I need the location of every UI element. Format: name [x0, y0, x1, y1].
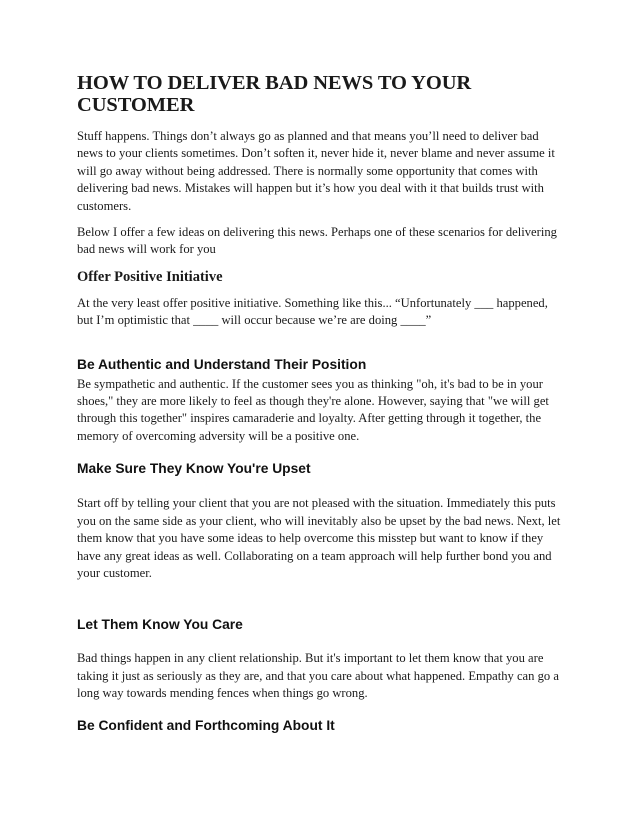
intro-paragraph-2: Below I offer a few ideas on delivering this news. Perhaps one of these scenarios for delivering bad news will work for you: [77, 225, 557, 257]
document-title: HOW TO DELIVER BAD NEWS TO YOUR CUSTOMER: [77, 72, 472, 116]
section-heading-upset: Make Sure They Know You're Upset: [77, 461, 311, 477]
section-body-upset: Start off by telling your client that you are not pleased with the situation. Immediately this puts you on the same side as your client, who will inevitably also be upset by the bad news. Next, let them know that you have some ideas to help overcome this misstep but want to know if they have any great ideas as well. Collaborating on a team approach will help further bond you and your customer.: [77, 496, 561, 580]
section-body-positive-initiative: At the very least offer positive initiative. Something like this... “Unfortunately ___ happened, but I’m optimistic that ____ will occur because we’re are doing ____”: [77, 295, 548, 328]
intro-paragraph-1: Stuff happens. Things don’t always go as planned and that means you’ll need to deliver bad news to your clients sometimes. Don’t soften it, never hide it, never blame and never assume it will go away without being addressed. There is normally some opportunity that comes with delivering bad news. Mistakes will happen but it’s how you deal with it that builds trust with customers.: [77, 129, 555, 213]
section-heading-confident: Be Confident and Forthcoming About It: [77, 717, 335, 733]
document-page: [77, 72, 567, 735]
section-body-authentic: Be sympathetic and authentic. If the customer sees you as thinking "oh, it's bad to be in your shoes," they are more likely to feel as though they're alone. However, saying that "we will get through this together" inspires camaraderie and loyalty. After getting through it together, the memory of overcoming adversity will be a positive one.: [77, 376, 549, 443]
section-body-care: Bad things happen in any client relationship. But it's important to let them know that you are taking it just as seriously as they are, and that you care about what happened. Empathy can go a long way towards mending fences when things go wrong.: [77, 651, 559, 701]
section-heading-care: Let Them Know You Care: [77, 617, 243, 633]
section-heading-authentic: Be Authentic and Understand Their Position: [77, 356, 367, 372]
section-heading-positive-initiative: Offer Positive Initiative: [77, 268, 223, 285]
